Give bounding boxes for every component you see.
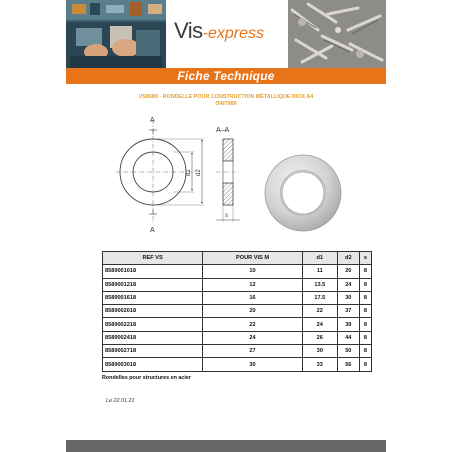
brand-name-sub: express [208,25,265,42]
table-cell: 20 [337,265,359,278]
section-mark-top: A [150,117,155,124]
column-header: d1 [302,252,337,265]
washer-front-view [116,117,204,234]
section-view-label: A–A [216,127,230,134]
table-cell: 8 [359,265,371,278]
table-cell: 13.5 [302,278,337,291]
section-mark-bottom: A [150,227,155,234]
table-cell: 30 [337,291,359,304]
table-row [103,291,372,304]
washer-section-view [216,127,240,222]
table-cell: 44 [337,331,359,344]
table-cell: 8 [359,345,371,358]
table-cell: 12 [203,278,303,291]
product-title-line1: VS8589 - RONDELLE POUR CONSTRUCTION MÉTALLIQUE INOX A4 [138,94,314,100]
brand-logo [174,18,264,44]
table-row [103,265,372,278]
table-cell: 37 [337,305,359,318]
table-cell: 26 [302,331,337,344]
table-cell: 24 [203,331,303,344]
column-header: d2 [337,252,359,265]
dimension-s-label: s [225,213,228,219]
table-cell: 30 [302,345,337,358]
brand-name-dash: - [202,25,208,42]
title-bar [66,68,386,84]
table-note: Rondelles pour structures en acier [102,375,191,381]
product-title [66,94,386,108]
table-cell: 8589001618 [103,291,203,304]
table-cell: 8589003018 [103,358,203,371]
table-cell: 17.5 [302,291,337,304]
table-row [103,345,372,358]
table-cell: 22 [203,318,303,331]
table-cell: 8 [359,291,371,304]
table-row [103,331,372,344]
footer-bar [66,440,386,452]
table-cell: 8 [359,305,371,318]
table-cell: 10 [203,265,303,278]
table-cell: 16 [203,291,303,304]
table-cell: 24 [302,318,337,331]
table-cell: 8 [359,358,371,371]
brand-name-main: Vis [174,18,203,43]
dimension-d1-label: d1 [186,169,192,176]
column-header: POUR VIS M [203,252,303,265]
table-cell: 8 [359,278,371,291]
table-cell: 11 [302,265,337,278]
column-header: s [359,252,371,265]
table-cell: 56 [337,358,359,371]
table-cell: 39 [337,318,359,331]
table-row [103,305,372,318]
table-cell: 8589002218 [103,318,203,331]
header-banner [66,0,386,68]
screws-photo [288,0,386,68]
table-cell: 20 [203,305,303,318]
table-header-row [103,252,372,265]
workshop-photo [66,0,166,68]
table-row [103,318,372,331]
table-cell: 8589001218 [103,278,203,291]
table-cell: 8589002718 [103,345,203,358]
table-cell: 24 [337,278,359,291]
table-row [103,278,372,291]
logo-area [166,0,288,68]
document-page [66,0,386,452]
table-cell: 8589002418 [103,331,203,344]
table-cell: 30 [203,358,303,371]
table-cell: 22 [302,305,337,318]
product-title-line2: DIN7989 [215,101,237,107]
column-header: REF VS [103,252,203,265]
table-row [103,358,372,371]
table-cell: 8589001018 [103,265,203,278]
table-cell: 8 [359,318,371,331]
document-date: Le 22.01.21 [106,398,135,404]
washer-photo [262,152,344,234]
table-cell: 8 [359,331,371,344]
table-cell: 33 [302,358,337,371]
page-title: Fiche Technique [177,69,275,83]
table-cell: 50 [337,345,359,358]
table-cell: 27 [203,345,303,358]
dimension-d2-label: d2 [196,169,202,176]
table-cell: 8589002018 [103,305,203,318]
specs-table [102,251,372,372]
